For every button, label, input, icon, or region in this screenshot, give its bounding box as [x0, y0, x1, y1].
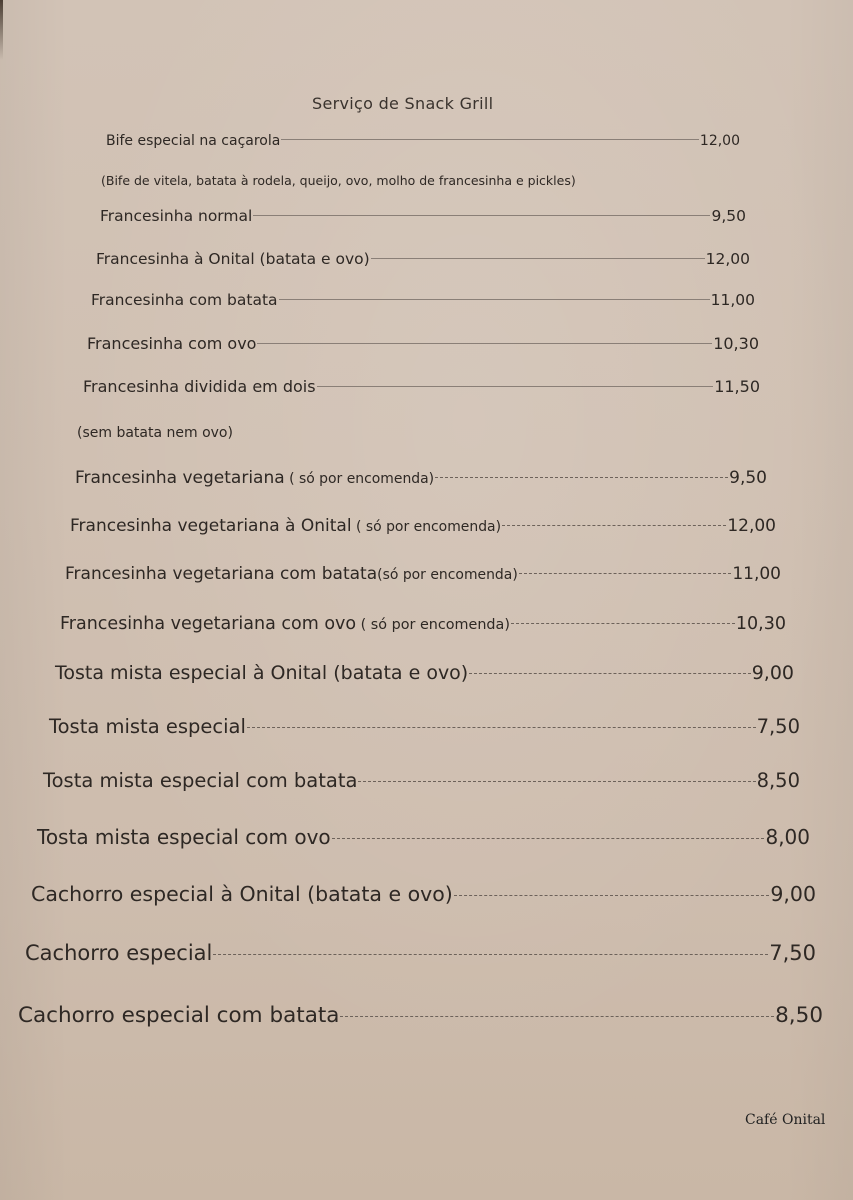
menu-item-name: Cachorro especial à Onital (batata e ovo): [31, 882, 453, 906]
item-suffix: (só por encomenda): [377, 567, 518, 583]
menu-item-note: (Bife de vitela, batata à rodela, queijo, ovo, molho de francesinha e pickles): [101, 173, 576, 188]
menu-item: [83, 377, 760, 396]
menu-item-price: 9,00: [770, 882, 816, 906]
menu-item: [100, 207, 746, 225]
leader-line: [502, 525, 726, 526]
item-suffix: ( só por encomenda): [356, 617, 510, 633]
menu-item-price: 11,00: [710, 291, 755, 309]
menu-item-price: 11,50: [714, 377, 760, 396]
leader-line: [371, 258, 705, 259]
menu-item-price: 11,00: [732, 564, 781, 584]
menu-item: [106, 133, 740, 149]
menu-item: [96, 250, 750, 268]
menu-item-name: Tosta mista especial à Onital (batata e ovo): [55, 662, 469, 684]
menu-item-price: 9,50: [711, 207, 746, 225]
menu-item: [65, 564, 781, 584]
menu-item-name: Tosta mista especial: [49, 715, 246, 738]
menu-item: [60, 614, 786, 634]
menu-item-price: 12,00: [699, 133, 740, 149]
item-suffix: ( só por encomenda): [351, 519, 502, 535]
menu-item-price: 9,50: [729, 468, 767, 488]
menu-item-price: 8,50: [756, 769, 800, 792]
menu-item: [49, 715, 800, 738]
menu-item-price: 8,50: [775, 1003, 823, 1028]
menu-title: Serviço de Snack Grill: [312, 94, 494, 113]
menu-item-name: Tosta mista especial com batata: [43, 769, 358, 792]
leader-line: [469, 673, 750, 674]
page-edge-shadow: [0, 0, 3, 60]
menu-item: [70, 516, 776, 536]
menu-item-price: 10,30: [713, 334, 759, 353]
menu-item: [87, 334, 759, 353]
menu-item-name: [75, 468, 434, 488]
menu-item-price: 10,30: [735, 614, 786, 634]
item-title: Francesinha vegetariana à Onital: [70, 516, 352, 536]
leader-line: [511, 623, 735, 624]
menu-item: [75, 468, 767, 488]
menu-item: [25, 941, 816, 965]
menu-item: [43, 769, 800, 792]
menu-item-price: 12,00: [705, 250, 750, 268]
menu-item-name: [65, 564, 518, 584]
item-title: Francesinha vegetariana: [75, 468, 285, 488]
menu-item-price: 7,50: [769, 941, 816, 965]
menu-item-name: Cachorro especial: [25, 941, 213, 965]
footer-brand: Café Onital: [745, 1112, 826, 1128]
menu-item-name: Francesinha dividida em dois: [83, 377, 316, 396]
menu-item-name: [70, 516, 501, 536]
menu-item-price: 8,00: [765, 825, 810, 849]
item-title: Francesinha vegetariana com batata: [65, 564, 378, 584]
menu-item-price: 7,50: [756, 715, 800, 738]
leader-line: [340, 1016, 774, 1017]
leader-line: [332, 838, 765, 839]
leader-line: [454, 895, 770, 896]
leader-line: [279, 299, 710, 300]
leader-line: [247, 727, 756, 728]
menu-item: [55, 662, 794, 684]
item-title: Francesinha vegetariana com ovo: [60, 614, 357, 634]
leader-line: [213, 954, 768, 955]
menu-item: [37, 825, 810, 849]
menu-item-price: 9,00: [751, 662, 794, 684]
leader-line: [317, 386, 714, 387]
leader-line: [358, 781, 755, 782]
menu-item-name: Tosta mista especial com ovo: [37, 825, 331, 849]
leader-line: [257, 343, 712, 344]
menu-item: [31, 882, 816, 906]
leader-line: [519, 573, 732, 574]
item-suffix: ( só por encomenda): [284, 471, 435, 487]
menu-item-name: Cachorro especial com batata: [18, 1003, 340, 1028]
menu-item-name: Bife especial na caçarola: [106, 133, 281, 149]
menu-item-price: 12,00: [727, 516, 776, 536]
menu-item-note: (sem batata nem ovo): [77, 425, 233, 441]
menu-item-name: Francesinha à Onital (batata e ovo): [96, 250, 370, 268]
menu-item: [18, 1003, 823, 1028]
menu-item-name: [60, 614, 510, 634]
leader-line: [253, 215, 710, 216]
leader-line: [281, 139, 699, 140]
menu-item-name: Francesinha com batata: [91, 291, 278, 309]
menu-item-name: Francesinha com ovo: [87, 334, 257, 353]
menu-item: [91, 291, 755, 309]
leader-line: [435, 477, 728, 478]
menu-item-name: Francesinha normal: [100, 207, 253, 225]
